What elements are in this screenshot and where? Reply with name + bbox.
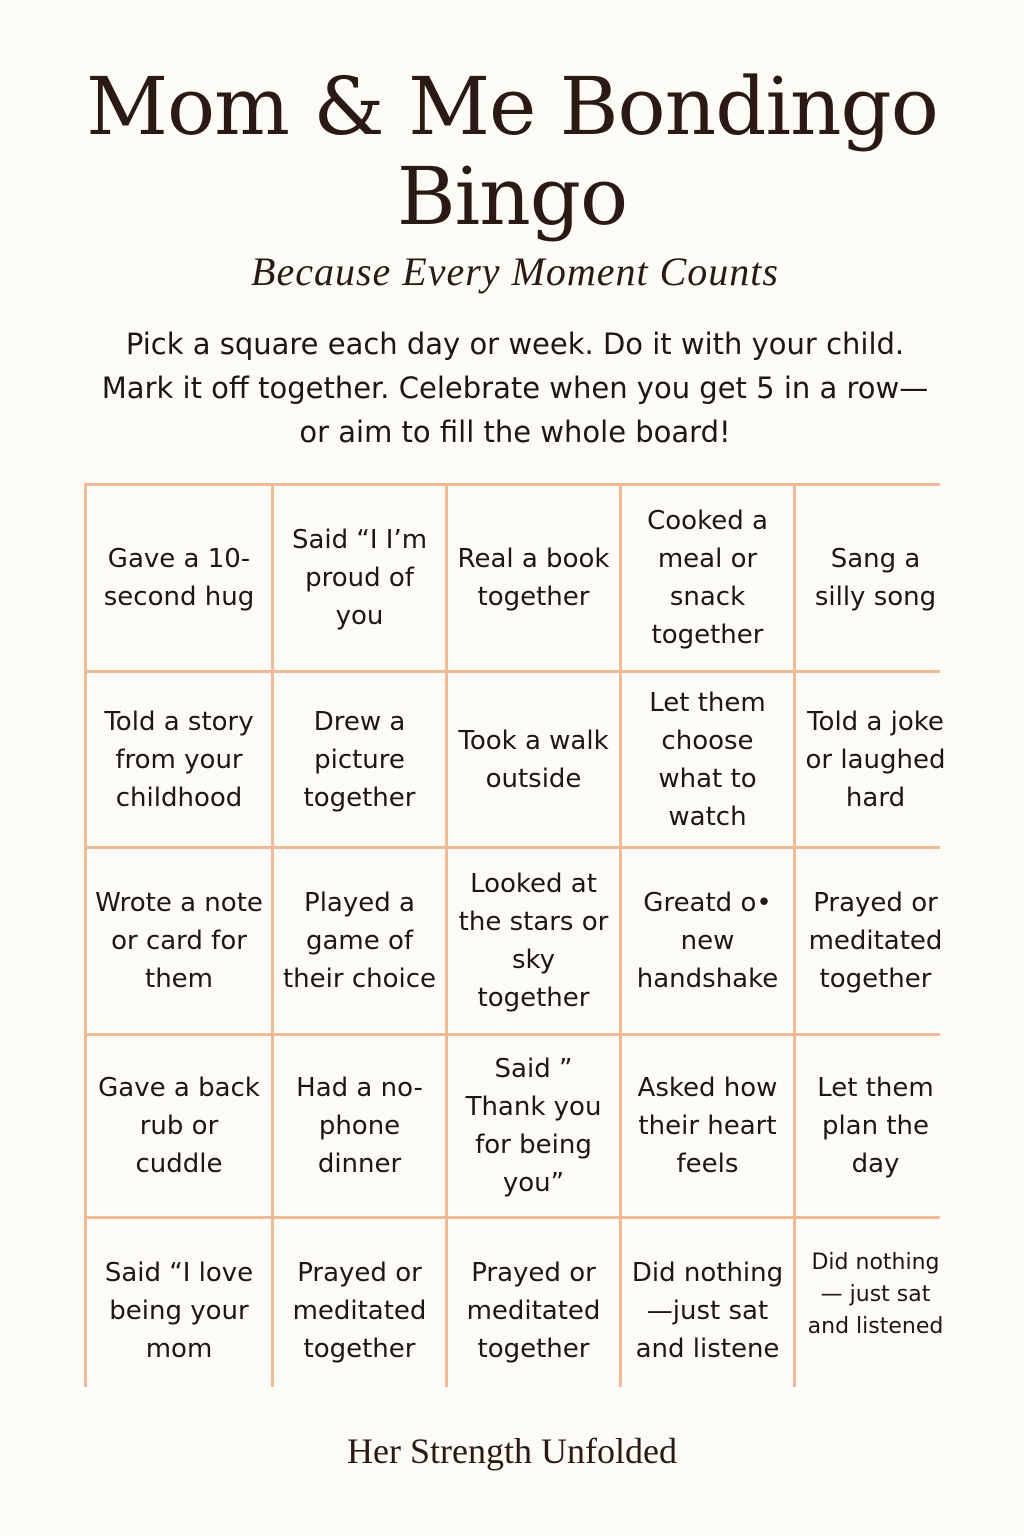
page-title: Mom & Me Bondingo Bingo xyxy=(86,60,938,243)
bingo-square[interactable]: Greatd o• new handshake xyxy=(622,849,793,1033)
bingo-square[interactable]: Did nothing— just sat and listened xyxy=(796,1219,955,1402)
bingo-square[interactable]: Real a book together xyxy=(448,486,619,670)
bingo-square[interactable]: Cooked a meal or snack together xyxy=(622,486,793,670)
bingo-square[interactable]: Told a joke or laughed hard xyxy=(796,673,955,846)
bingo-square[interactable]: Took a walk outside xyxy=(448,673,619,846)
bingo-square[interactable]: Gave a 10-second hug xyxy=(87,486,271,670)
bingo-square[interactable]: Wrote a note or card for them xyxy=(87,849,271,1033)
bingo-square[interactable]: Did nothing—just sat and listene xyxy=(622,1219,793,1402)
bingo-square[interactable]: Played a game of their choice xyxy=(274,849,445,1033)
instructions-text: Pick a square each day or week. Do it with your child. Mark it off together. Celebrate when you get 5 in a row—or aim to fill the whole board! xyxy=(101,327,929,449)
bingo-square[interactable]: Had a no-phone dinner xyxy=(274,1036,445,1216)
bingo-square[interactable]: Said “I I’m proud of you xyxy=(274,486,445,670)
bingo-square[interactable]: Let them choose what to watch xyxy=(622,673,793,846)
page-subtitle: Because Every Moment Counts xyxy=(251,249,779,294)
bingo-square[interactable]: Said ” Thank you for being you” xyxy=(448,1036,619,1216)
bingo-square[interactable]: Said “I love being your mom xyxy=(87,1219,271,1402)
bingo-square[interactable]: Let them plan the day xyxy=(796,1036,955,1216)
brand-footer: Her Strength Unfolded xyxy=(347,1431,677,1471)
bingo-square[interactable]: Drew a picture together xyxy=(274,673,445,846)
bingo-square[interactable]: Gave a back rub or cuddle xyxy=(87,1036,271,1216)
bingo-square[interactable]: Asked how their heart feels xyxy=(622,1036,793,1216)
bingo-square[interactable]: Prayed or meditated together xyxy=(796,849,955,1033)
bingo-square[interactable]: Prayed or meditated together xyxy=(448,1219,619,1402)
bingo-square[interactable]: Told a story from your childhood xyxy=(87,673,271,846)
bingo-square[interactable]: Prayed or meditated together xyxy=(274,1219,445,1402)
bingo-square[interactable]: Looked at the stars or sky together xyxy=(448,849,619,1033)
bingo-board xyxy=(84,483,946,1387)
bingo-square[interactable]: Sang a silly song xyxy=(796,486,955,670)
